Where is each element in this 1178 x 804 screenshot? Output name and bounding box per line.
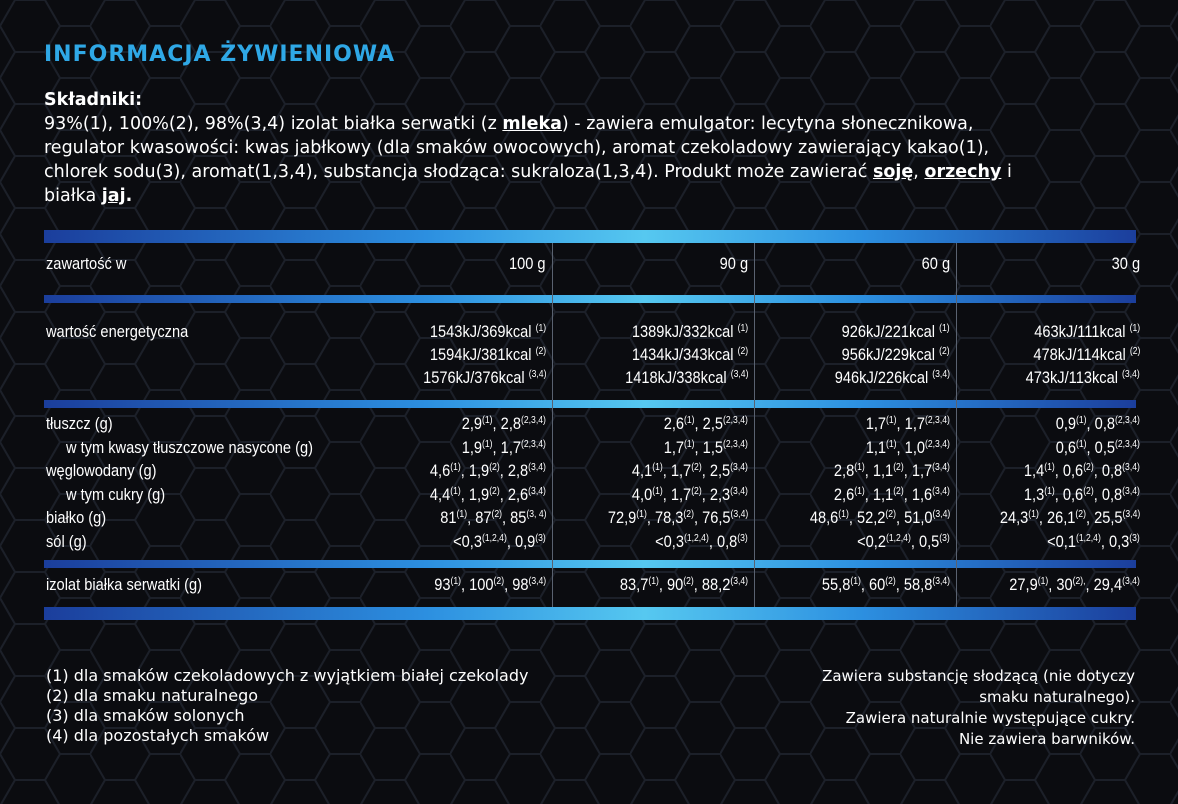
energy-value: 1594kJ/381kcal $^{(2)}$ (429, 345, 546, 364)
allergen-soy: soję (872, 162, 914, 182)
nutrient-value: 2,6$^{(1)}$, 1,1$^{(2)}$, 1,6$^{(3,4)}$ (834, 484, 950, 504)
table-bottom-bar (44, 607, 1136, 620)
ingredients-part-3: i białka (44, 162, 1012, 206)
allergen-nuts: orzechy (924, 162, 1002, 182)
column-header: 60 g (921, 254, 950, 273)
nutrient-value: $<0,1^{(1,2,4)}$, 0,3$^{(3)}$ (1047, 531, 1140, 551)
footnotes (46, 666, 528, 746)
footnote-3: (3) dla smaków solonych (46, 706, 245, 725)
nutrient-value: 2,6$^{(1)}$, 2,5$^{(2,3,4)}$ (663, 414, 748, 433)
isolate-label: izolat białka serwatki (g) (46, 575, 203, 594)
nutrient-label: tłuszcz (g) (46, 414, 113, 433)
nutrient-label: w tym cukry (g) (66, 484, 166, 504)
energy-value: 946kJ/226kcal $^{(3,4)}$ (834, 368, 950, 387)
nutrient-value: 81$^{(1)}$, 87$^{(2)}$, 85$^{(3, 4)}$ (439, 508, 546, 527)
column-divider (552, 243, 553, 607)
nutrient-value: 1,9$^{(1)}$, 1,7$^{(2,3,4)}$ (461, 437, 546, 457)
nutrient-value: 48,6$^{(1)}$, 52,2$^{(2)}$, 51,0$^{(3,4)}$ (809, 508, 950, 527)
energy-value: 1576kJ/376kcal $^{(3,4)}$ (422, 368, 546, 387)
ingredients-comma: , (913, 162, 925, 182)
table-header-bar (44, 295, 1136, 303)
product-notes (822, 666, 1135, 750)
nutrient-value: 24,3$^{(1)}$, 26,1$^{(2)}$, 25,5$^{(3,4)}$ (999, 508, 1140, 527)
isolate-value: 93$^{(1)}$, 100$^{(2)}$, 98$^{(3,4)}$ (434, 575, 546, 594)
ingredients-part-2: ) - zawiera emulgator: lecytyna słonecznikowa, regulator kwasowości: kwas jabłkowy (dla smaków owocowych), aromat czekoladowy zawierający kakao(1), chlorek sodu(3), aromat(1,3,4), substancja słodząca: sukraloza(1,3,4). Produkt może zawierać (44, 114, 990, 182)
nutrient-label: w tym kwasy tłuszczowe nasycone (g) (66, 437, 313, 457)
nutrient-value: 2,9$^{(1)}$, 2,8$^{(2,3,4)}$ (461, 414, 546, 433)
energy-value: 473kJ/113kcal $^{(3,4)}$ (1025, 368, 1140, 387)
table-nutrient-bar (44, 560, 1136, 568)
ingredients-end: . (125, 186, 133, 206)
nutrient-label: węglowodany (g) (46, 461, 157, 480)
column-divider (754, 243, 755, 607)
nutrient-value: 4,1$^{(1)}$, 1,7$^{(2)}$, 2,5$^{(3,4)}$ (632, 461, 748, 480)
energy-label: wartość energetyczna (46, 322, 189, 341)
note-line-4: Nie zawiera barwników. (958, 730, 1135, 748)
footnote-4: (4) dla pozostałych smaków (46, 726, 270, 745)
page-title: INFORMACJA ŻYWIENIOWA (44, 42, 396, 67)
note-line-1: Zawiera substancję słodzącą (nie dotyczy (822, 667, 1135, 685)
note-line-3: Zawiera naturalnie występujące cukry. (845, 709, 1135, 727)
column-divider (956, 243, 957, 607)
nutrient-value: $<0,3^{(1,2,4)}$, 0,8$^{(3)}$ (655, 531, 748, 551)
nutrient-value: 4,6$^{(1)}$, 1,9$^{(2)}$, 2,8$^{(3,4)}$ (430, 461, 546, 480)
header-label: zawartość w (46, 254, 127, 273)
note-line-2: smaku naturalnego). (979, 688, 1135, 706)
nutrient-label: białko (g) (46, 508, 107, 527)
ingredients-text (44, 88, 1044, 208)
allergen-milk: mleka (502, 114, 562, 134)
nutrient-value: 72,9$^{(1)}$, 78,3$^{(2)}$, 76,5$^{(3,4)}$ (607, 508, 748, 527)
energy-value: 1418kJ/338kcal $^{(3,4)}$ (624, 368, 748, 387)
table-top-bar (44, 230, 1136, 243)
nutrient-value: $<0,3^{(1,2,4)}$, 0,9$^{(3)}$ (453, 531, 546, 551)
energy-value: 478kJ/114kcal $^{(2)}$ (1033, 345, 1140, 364)
energy-value: 956kJ/229kcal $^{(2)}$ (841, 345, 950, 364)
nutrient-value: 2,8$^{(1)}$, 1,1$^{(2)}$, 1,7$^{(3,4)}$ (834, 461, 950, 480)
nutrient-value: 0,9$^{(1)}$, 0,8$^{(2,3,4)}$ (1055, 414, 1140, 433)
nutrient-label: sól (g) (46, 531, 87, 551)
ingredients-header: Składniki: (44, 90, 143, 110)
nutrient-value: 1,1$^{(1)}$, 1,0$^{(2,3,4)}$ (865, 437, 950, 457)
nutrient-value: $<0,2^{(1,2,4)}$, 0,5$^{(3)}$ (857, 531, 950, 551)
column-header: 90 g (719, 254, 748, 273)
table-energy-bar (44, 400, 1136, 408)
nutrient-value: 1,7$^{(1)}$, 1,7$^{(2,3,4)}$ (865, 414, 950, 433)
footnote-1: (1) dla smaków czekoladowych z wyjątkiem białej czekolady (46, 666, 529, 685)
isolate-value: 27,9$^{(1)}$, $30^{(2),}$, 29,4$^{(3,4)}$ (1009, 575, 1140, 594)
ingredients-part-1: 93%(1), 100%(2), 98%(3,4) izolat białka serwatki (z (44, 114, 503, 134)
energy-value: 1434kJ/343kcal $^{(2)}$ (631, 345, 748, 364)
nutrient-value: 1,7$^{(1)}$, 1,5$^{(2,3,4)}$ (663, 437, 748, 457)
energy-value: 1543kJ/369kcal $^{(1)}$ (429, 322, 546, 341)
allergen-eggs: jaj (101, 186, 126, 206)
nutrient-value: 1,4$^{(1)}$, 0,6$^{(2)}$, 0,8$^{(3,4)}$ (1024, 461, 1140, 480)
nutrient-value: 4,4$^{(1)}$, 1,9$^{(2)}$, 2,6$^{(3,4)}$ (430, 484, 546, 504)
energy-value: 1389kJ/332kcal $^{(1)}$ (631, 322, 748, 341)
column-header: 100 g (509, 254, 546, 273)
energy-value: 463kJ/111kcal $^{(1)}$ (1034, 322, 1140, 341)
isolate-value: 55,8$^{(1)}$, 60$^{(2)}$, 58,8$^{(3,4)}$ (821, 575, 950, 594)
nutrient-value: 1,3$^{(1)}$, 0,6$^{(2)}$, 0,8$^{(3,4)}$ (1024, 484, 1140, 504)
energy-value: 926kJ/221kcal $^{(1)}$ (841, 322, 950, 341)
footnote-2: (2) dla smaku naturalnego (46, 686, 259, 705)
column-header: 30 g (1111, 254, 1140, 273)
nutrient-value: 4,0$^{(1)}$, 1,7$^{(2)}$, 2,3$^{(3,4)}$ (632, 484, 748, 504)
nutrient-value: 0,6$^{(1)}$, 0,5$^{(2,3,4)}$ (1055, 437, 1140, 457)
isolate-value: 83,7$^{(1)}$, 90$^{(2)}$, 88,2$^{(3,4)}$ (619, 575, 748, 594)
